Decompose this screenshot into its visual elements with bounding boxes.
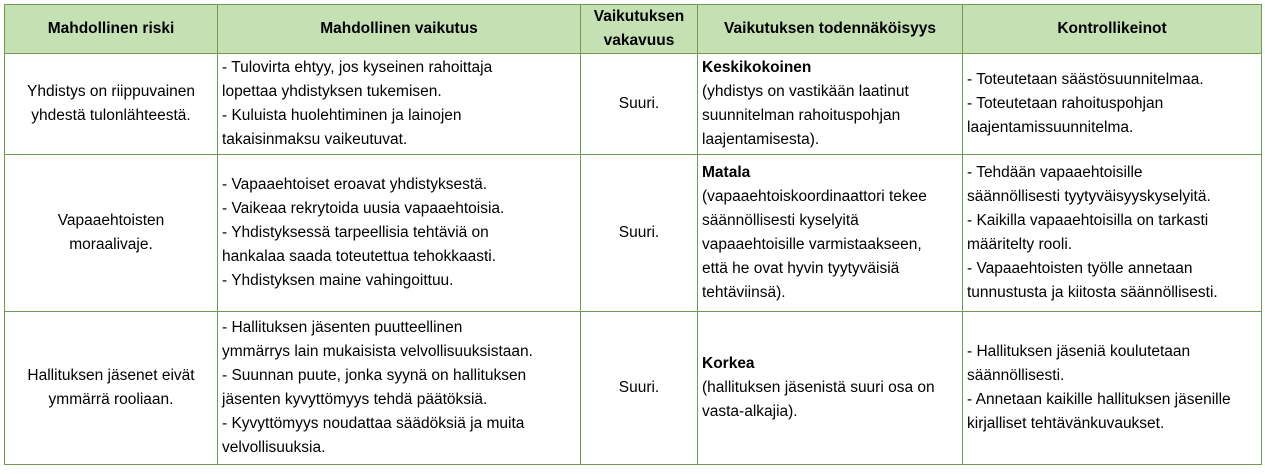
risk-line: yhdestä tulonlähteestä. xyxy=(31,107,191,124)
likelihood-line: että he ovat hyvin tyytyväisiä xyxy=(702,260,900,277)
header-severity: Vaikutuksen vakavuus xyxy=(581,5,698,54)
likelihood-level: Korkea xyxy=(702,355,755,372)
impact-line: hankalaa saada toteutettua tehokkaasti. xyxy=(222,248,497,265)
likelihood-cell xyxy=(698,54,963,155)
likelihood-line: suunnitelman rahoituspohjan xyxy=(702,107,901,124)
controls-line: - Tehdään vapaaehtoisille xyxy=(967,164,1143,181)
likelihood-level: Keskikokoinen xyxy=(702,59,812,76)
risk-cell xyxy=(5,312,218,465)
header-risk: Mahdollinen riski xyxy=(5,5,218,54)
impact-line: - Vaikeaa rekrytoida uusia vapaaehtoisia. xyxy=(222,200,505,217)
risk-line: Hallituksen jäsenet eivät xyxy=(27,367,195,384)
impact-line: jäsenten kyvyttömyys tehdä päätöksiä. xyxy=(222,391,488,408)
controls-line: määritelty rooli. xyxy=(967,236,1073,253)
controls-line: - Vapaaehtoisten työlle annetaan xyxy=(967,260,1193,277)
risk-cell xyxy=(5,54,218,155)
severity-cell: Suuri. xyxy=(581,54,698,155)
risk-cell xyxy=(5,155,218,312)
controls-line: - Toteutetaan rahoituspohjan xyxy=(967,95,1164,112)
likelihood-cell xyxy=(698,312,963,465)
likelihood-line: säännöllisesti kyselyitä xyxy=(702,212,859,229)
controls-line: säännöllisesti tyytyväisyyskyselyitä. xyxy=(967,188,1211,205)
impact-line: - Tulovirta ehtyy, jos kyseinen rahoittaja xyxy=(222,59,493,76)
severity-cell: Suuri. xyxy=(581,155,698,312)
impact-line: - Kuluista huolehtiminen ja lainojen xyxy=(222,107,462,124)
impact-line: - Kyvyttömyys noudattaa säädöksiä ja muita xyxy=(222,415,525,432)
table-row xyxy=(5,155,1262,312)
likelihood-line: (vapaaehtoiskoordinaattori tekee xyxy=(702,188,927,205)
risk-line: moraalivaje. xyxy=(69,236,153,253)
header-likelihood: Vaikutuksen todennäköisyys xyxy=(698,5,963,54)
table-row xyxy=(5,54,1262,155)
risk-line: Vapaaehtoisten xyxy=(57,212,165,229)
controls-cell xyxy=(963,155,1262,312)
impact-cell xyxy=(218,312,581,465)
impact-cell xyxy=(218,155,581,312)
controls-line: - Kaikilla vapaaehtoisilla on tarkasti xyxy=(967,212,1209,229)
controls-line: laajentamissuunnitelma. xyxy=(967,119,1134,136)
controls-line: - Annetaan kaikille hallituksen jäsenille xyxy=(967,391,1231,408)
risk-line: Yhdistys on riippuvainen xyxy=(26,83,196,100)
risk-line: ymmärrä rooliaan. xyxy=(48,391,174,408)
impact-line: - Suunnan puute, jonka syynä on hallituksen xyxy=(222,367,527,384)
impact-line: ymmärrys lain mukaisista velvollisuuksistaan. xyxy=(222,343,533,360)
controls-line: - Toteutetaan säästösuunnitelmaa. xyxy=(967,71,1204,88)
impact-line: takaisinmaksu vaikeutuvat. xyxy=(222,131,408,148)
controls-cell xyxy=(963,54,1262,155)
table-row xyxy=(5,312,1262,465)
controls-line: tunnustusta ja kiitosta säännöllisesti. xyxy=(967,284,1218,301)
likelihood-line: vasta-alkajia). xyxy=(702,403,798,420)
impact-line: lopettaa yhdistyksen tukemisen. xyxy=(222,83,442,100)
impact-line: - Yhdistyksen maine vahingoittuu. xyxy=(222,272,454,289)
controls-line: säännöllisesti. xyxy=(967,367,1065,384)
risk-table xyxy=(4,4,1262,465)
header-row xyxy=(5,5,1262,54)
header-controls: Kontrollikeinot xyxy=(963,5,1262,54)
likelihood-cell xyxy=(698,155,963,312)
likelihood-line: tehtäviinsä). xyxy=(702,284,786,301)
likelihood-line: laajentamisesta). xyxy=(702,131,820,148)
likelihood-line: (yhdistys on vastikään laatinut xyxy=(702,83,909,100)
severity-cell: Suuri. xyxy=(581,312,698,465)
impact-line: - Yhdistyksessä tarpeellisia tehtäviä on xyxy=(222,224,489,241)
likelihood-line: vapaaehtoisille varmistaakseen, xyxy=(702,236,922,253)
impact-line: - Vapaaehtoiset eroavat yhdistyksestä. xyxy=(222,176,488,193)
controls-cell xyxy=(963,312,1262,465)
likelihood-line: (hallituksen jäsenistä suuri osa on xyxy=(702,379,935,396)
controls-line: kirjalliset tehtävänkuvaukset. xyxy=(967,415,1165,432)
impact-cell xyxy=(218,54,581,155)
likelihood-level: Matala xyxy=(702,164,751,181)
controls-line: - Hallituksen jäseniä koulutetaan xyxy=(967,343,1191,360)
impact-line: - Hallituksen jäsenten puutteellinen xyxy=(222,319,463,336)
impact-line: velvollisuuksia. xyxy=(222,439,326,456)
header-impact: Mahdollinen vaikutus xyxy=(218,5,581,54)
